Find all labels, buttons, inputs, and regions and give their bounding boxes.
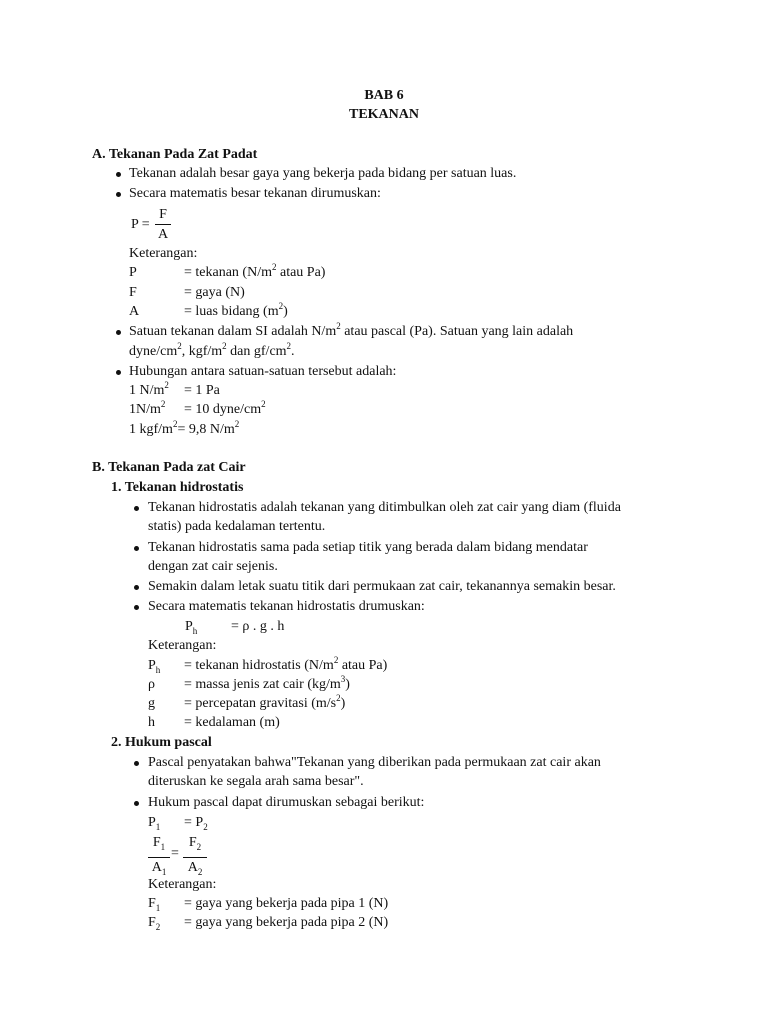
def-text: = gaya (N) bbox=[184, 285, 245, 300]
pressure-formula-lhs: P = bbox=[131, 217, 150, 232]
sub1-bullet-3: Semakin dalam letak suatu titik dari permukaan zat cair, tekanannya semakin besar. bbox=[148, 579, 616, 594]
sub1-bullet-1-line-1: Tekanan hidrostatis adalah tekanan yang ditimbulkan oleh zat cair yang diam (fluida bbox=[148, 500, 621, 515]
conversion-lhs: 1 $N/m^2$ bbox=[129, 380, 169, 398]
fraction-denominator: $A_2$ bbox=[187, 859, 203, 877]
fraction-bar bbox=[155, 224, 171, 225]
subsection-1-heading: 1. Tekanan hidrostatis bbox=[111, 480, 244, 495]
bullet-dot bbox=[116, 192, 121, 197]
conversion-line: 1 kgf/$m^2= 9,8$ $N/m^2$ bbox=[129, 419, 240, 437]
sub1-bullet-4: Secara matematis tekanan hidrostatis drumuskan: bbox=[148, 599, 425, 614]
def-symbol: $F_2$ bbox=[148, 915, 161, 932]
def-symbol: P bbox=[129, 265, 137, 280]
section-a-bullet-2: Secara matematis besar tekanan dirumuskan: bbox=[129, 186, 381, 201]
bullet-dot bbox=[134, 506, 139, 511]
pascal-equals: = bbox=[171, 846, 179, 861]
sub2-bullet-1-line-2: diteruskan ke segala arah sama besar". bbox=[148, 774, 364, 789]
def-text: = gaya yang bekerja pada pipa 1 (N) bbox=[184, 896, 389, 911]
bullet-dot bbox=[116, 172, 121, 177]
def-text: = tekanan ($N/m^2$ atau Pa) bbox=[184, 262, 326, 280]
def-symbol: h bbox=[148, 715, 155, 730]
def-text: = percepatan gravitasi $(m/s^2)$ bbox=[184, 693, 346, 711]
section-a-bullet-3-line-2: dyne/$cm^2$, kgf/$m^2$ dan $gf/cm^2$. bbox=[129, 341, 295, 359]
bullet-dot bbox=[134, 801, 139, 806]
def-text: = tekanan hidrostatis ($N/m^2$ atau Pa) bbox=[184, 655, 388, 673]
fraction-numerator: $F_2$ bbox=[188, 835, 202, 852]
def-text: = luas bidang $(m^2)$ bbox=[184, 301, 288, 319]
pascal-fraction-right bbox=[183, 834, 207, 881]
fraction-bar bbox=[183, 857, 207, 858]
sub2-bullet-1-line-1: Pascal penyatakan bahwa"Tekanan yang diberikan pada permukaan zat cair akan bbox=[148, 755, 601, 770]
chapter-title: TEKANAN bbox=[348, 107, 419, 122]
bullet-dot bbox=[134, 605, 139, 610]
def-text: = kedalaman (m) bbox=[184, 715, 280, 730]
bullet-dot bbox=[134, 585, 139, 590]
fraction-denominator: A bbox=[157, 227, 169, 242]
sub1-bullet-2-line-1: Tekanan hidrostatis sama pada setiap titik yang berada dalam bidang mendatar bbox=[148, 540, 588, 555]
sub1-bullet-1-line-2: statis) pada kedalaman tertentu. bbox=[148, 519, 326, 534]
section-a-bullet-3-line-1: Satuan tekanan dalam SI adalah $N/m^2$ atau pascal (Pa). Satuan yang lain adalah bbox=[129, 321, 574, 339]
sub2-bullet-2: Hukum pascal dapat dirumuskan sebagai berikut: bbox=[148, 795, 425, 810]
pascal-fraction-left bbox=[148, 834, 170, 881]
keterangan-label: Keterangan: bbox=[148, 638, 217, 653]
section-a-bullet-4: Hubungan antara satuan-satuan tersebut adalah: bbox=[129, 364, 397, 379]
def-symbol: ρ bbox=[148, 677, 155, 692]
section-a-heading: A. Tekanan Pada Zat Padat bbox=[92, 147, 258, 162]
keterangan-label: Keterangan: bbox=[148, 877, 217, 892]
fraction-numerator: F bbox=[159, 207, 167, 222]
pascal-eq-lhs: $P_1$ bbox=[148, 815, 161, 832]
conversion-rhs: = 10 dyne/$cm^2$ bbox=[184, 399, 266, 417]
fraction-bar bbox=[148, 857, 170, 858]
bullet-dot bbox=[116, 370, 121, 375]
keterangan-label: Keterangan: bbox=[129, 246, 198, 261]
conversion-rhs: = 1 Pa bbox=[184, 383, 220, 398]
def-symbol: $P_h$ bbox=[148, 658, 161, 675]
def-text: = gaya yang bekerja pada pipa 2 (N) bbox=[184, 915, 389, 930]
chapter-label: BAB 6 bbox=[364, 88, 404, 103]
pressure-fraction bbox=[155, 206, 171, 243]
bullet-dot bbox=[134, 546, 139, 551]
fraction-numerator: $F_1$ bbox=[152, 835, 166, 852]
pascal-eq-rhs: = $P_2$ bbox=[184, 815, 208, 832]
bullet-dot bbox=[134, 761, 139, 766]
conversion-lhs: $1N/m^2$ bbox=[129, 399, 166, 417]
hydrostatic-formula-lhs: $P_h$ bbox=[185, 619, 198, 636]
def-symbol: g bbox=[148, 696, 155, 711]
def-symbol: A bbox=[129, 304, 140, 319]
sub1-bullet-2-line-2: dengan zat cair sejenis. bbox=[148, 559, 278, 574]
subsection-2-heading: 2. Hukum pascal bbox=[111, 735, 212, 750]
def-symbol: F bbox=[129, 285, 137, 300]
def-symbol: $F_1$ bbox=[148, 896, 161, 913]
hydrostatic-formula-rhs: = ρ . g . h bbox=[231, 619, 285, 634]
fraction-denominator: $A_1$ bbox=[151, 859, 167, 877]
def-text: = massa jenis zat cair $(kg/m^3)$ bbox=[184, 674, 350, 692]
bullet-dot bbox=[116, 330, 121, 335]
section-a-bullet-1: Tekanan adalah besar gaya yang bekerja pada bidang per satuan luas. bbox=[129, 166, 517, 181]
section-b-heading: B. Tekanan Pada zat Cair bbox=[92, 460, 246, 475]
